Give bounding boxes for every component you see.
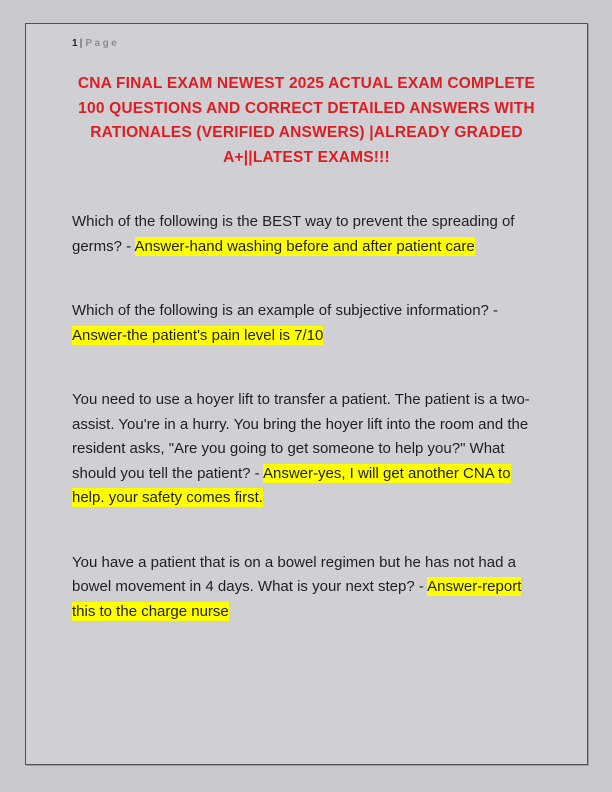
answer-highlight-1: Answer-hand washing before and after patient care: [134, 237, 475, 255]
question-paragraph-2: [72, 299, 541, 348]
page-number-header: [72, 37, 541, 51]
page-number: 1: [72, 38, 78, 49]
question-paragraph-4: [72, 551, 541, 625]
question-paragraph-3: [72, 388, 541, 511]
answer-highlight-3: Answer-yes, I will get another CNA to help. your safety comes first.: [72, 464, 511, 506]
question-text-4: You have a patient that is on a bowel regimen but he has not had a bowel movement in 4 days. What is your next step? -: [72, 553, 516, 595]
question-text-1: Which of the following is the BEST way to prevent the spreading of germs? -: [72, 213, 515, 255]
page-number-separator: |: [79, 38, 83, 49]
answer-highlight-4: Answer-report this to the charge nurse: [72, 578, 522, 620]
question-paragraph-1: [72, 210, 541, 259]
question-text-3: You need to use a hoyer lift to transfer a patient. The patient is a two-assist. You're in a hurry. You bring the hoyer lift into the room and the resident asks, "Are you going to get someone to help you?" What should you tell the patient? -: [72, 391, 530, 482]
answer-highlight-2: Answer-the patient's pain level is 7/10: [72, 326, 324, 344]
document-title: CNA FINAL EXAM NEWEST 2025 ACTUAL EXAM COMPLETE 100 QUESTIONS AND CORRECT DETAILED ANSWERS WITH RATIONALES (VERIFIED ANSWERS) |ALREADY GRADED A+||LATEST EXAMS!!!: [77, 75, 536, 166]
question-text-2: Which of the following is an example of subjective information? -: [72, 302, 499, 319]
page-label: Page: [85, 38, 120, 49]
document-page: [25, 23, 588, 765]
